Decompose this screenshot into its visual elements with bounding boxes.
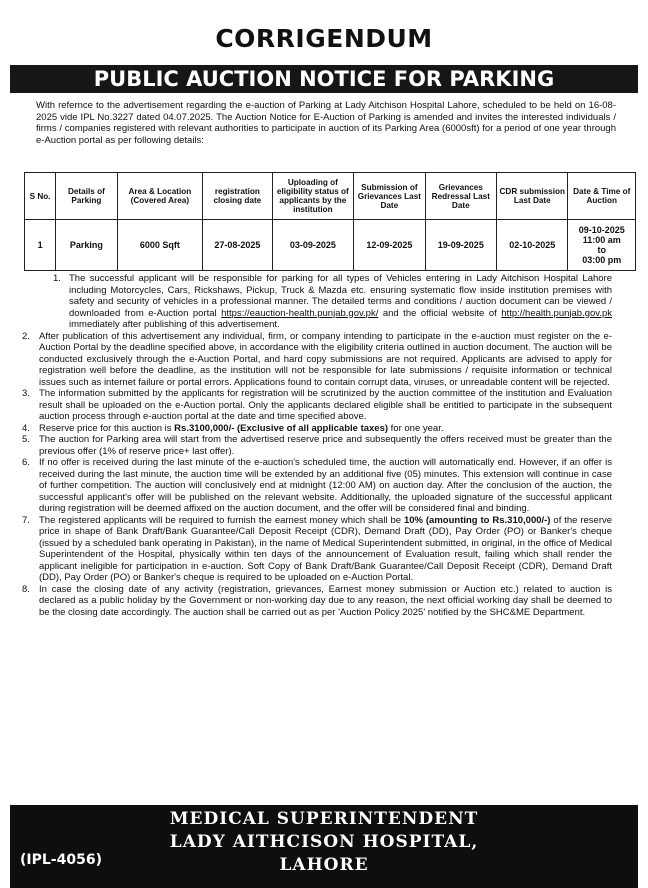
col-sno: S No. <box>25 173 56 220</box>
cell-details: Parking <box>56 220 117 271</box>
list-item <box>22 331 612 389</box>
col-upload: Uploading of eligibility status of applicants by the institution <box>272 173 354 220</box>
earnest-money: 10% (amounting to Rs.310,000/-) <box>403 514 551 526</box>
item-number: 5. <box>22 434 30 445</box>
col-area: Area & Location (Covered Area) <box>117 173 203 220</box>
item-number: 2. <box>22 330 30 342</box>
cell-griev-redress: 19-09-2025 <box>425 220 496 271</box>
signatory-title: MEDICAL SUPERINTENDENT <box>169 809 479 829</box>
hospital-name: LADY AITHCISON HOSPITAL, <box>169 832 479 852</box>
list-item <box>22 423 612 435</box>
list-item <box>22 273 612 331</box>
auction-time-to: to <box>597 245 606 255</box>
city-name: LAHORE <box>279 855 369 875</box>
cell-area: 6000 Sqft <box>117 220 203 271</box>
term-text: and the official website of <box>382 307 497 319</box>
cell-upload: 03-09-2025 <box>272 220 354 271</box>
term-text: In case the closing date of any activity (registration, grievances, Earnest money submission or Auction etc.) related to auction is declared as a public holiday by the Government or non-working day due to any reason, the next official working day shall be deemed to be the closing date accordingly. The auction shall be carried out as per 'Auction Policy 2025' notified by the SHC&ME Department. <box>39 583 612 618</box>
item-number: 7. <box>22 514 30 526</box>
term-text: immediately after publishing of this advertisement. <box>69 319 280 330</box>
item-number: 8. <box>22 583 30 595</box>
health-website-link[interactable]: http://health.punjab.gov.pk <box>501 307 613 319</box>
term-text: Reserve price for this auction is <box>39 422 172 434</box>
signature-block <box>10 808 638 877</box>
item-number: 6. <box>22 457 30 468</box>
item-number: 1. <box>53 273 61 284</box>
auction-time-end: 03:00 pm <box>582 255 622 265</box>
col-griev-submit: Submission of Grievances Last Date <box>354 173 425 220</box>
eauction-portal-link[interactable]: https://eauction-health.punjab.gov.pk/ <box>221 307 379 319</box>
table-row <box>25 220 636 271</box>
cell-griev-submit: 12-09-2025 <box>354 220 425 271</box>
page-title: CORRIGENDUM <box>215 24 433 53</box>
auction-date: 09-10-2025 <box>578 225 625 235</box>
list-item <box>22 388 612 423</box>
list-item <box>22 457 612 515</box>
cell-auction-datetime <box>568 220 636 271</box>
col-details: Details of Parking <box>56 173 117 220</box>
term-text: for one year. <box>390 422 444 434</box>
term-text: The information submitted by the applicants for registration will be scrutinized by the auction committee of the institution and Evaluation result shall be uploaded on the e-Auction portal. Only the applicants declared eligible shall be entitled to participate in the subsequent auction process through e-auction portal at the date and time specified above. <box>39 388 612 422</box>
col-griev-redress: Grievances Redressal Last Date <box>425 173 496 220</box>
table-header-row <box>25 173 636 220</box>
cell-cdr: 02-10-2025 <box>497 220 568 271</box>
item-number: 3. <box>22 388 30 399</box>
list-item <box>22 434 612 457</box>
cell-sno: 1 <box>25 220 56 271</box>
auction-time-start: 11:00 am <box>582 235 621 245</box>
intro-paragraph: With refernce to the advertisement regarding the e-auction of Parking at Lady Aitchison Hospital Lahore, scheduled to be held on 16-08-2025 vide IPL No.3227 dated 04.07.2025. The Auction Notice for E-Auction of Parking is amended and invites the interested individuals / firms / companies registered with relevant authorities to participate in auction of its Parking Area (6000sft) for a period of one year through e-Auction portal as per following details: <box>36 100 616 146</box>
term-text: If no offer is received during the last minute of the e-auction's scheduled time, the auction will automatically end. However, if an offer is received during the last minute, the auction time will be extended by an additional five (05) minutes. This extension will continue in case of further competition. The auction will conclusively end at midnight (12:00 AM) on auction day. After the conclusion of the auction, the successful applicant's offer will be published on the relevant website. Additionally, the uploaded signature of the successful applicant during registration will be deemed affixed on the auction document, and the offer will be considered final and binding. <box>39 457 612 514</box>
ipl-number: (IPL-4056) <box>20 852 102 868</box>
auction-schedule-table <box>24 172 636 271</box>
term-text: The registered applicants will be required to furnish the earnest money which shall be <box>39 514 402 526</box>
terms-list <box>22 273 612 618</box>
list-item <box>22 584 612 619</box>
col-cdr: CDR submission Last Date <box>497 173 568 220</box>
term-text: After publication of this advertisement any individual, firm, or company intending to participate in the e-auction must register on the e-Auction Portal by the deadline specified above, in accordance with the eligibility criteria outlined in auction document. The auction will be conducted exclusively through the e-Auction Portal, and hard copy submissions are not required. Applicants are advised to apply for registration well before the deadline, as the institution will not be responsible for late submissions / requisite information or technical issues such as internet failure or portal errors. Applications found to contain corrupt data, viruses, or unreadable content will be rejected. <box>39 330 612 388</box>
notice-banner: PUBLIC AUCTION NOTICE FOR PARKING <box>10 65 638 93</box>
reserve-price: Rs.3100,000/- (Exclusive of all applicable taxes) <box>174 422 389 434</box>
term-text: The auction for Parking area will start from the advertised reserve price and subsequently the offers received must be greater than the previous offer (1% of reserve price+ last offer). <box>39 434 612 457</box>
item-number: 4. <box>22 422 30 434</box>
list-item <box>22 515 612 584</box>
col-reg-close: registration closing date <box>203 173 272 220</box>
col-auction-date: Date & Time of Auction <box>568 173 636 220</box>
cell-reg-close: 27-08-2025 <box>203 220 272 271</box>
term-text: of the reserve price in shape of Bank Draft/Bank Guarantee/Call Deposit Receipt (CDR), Demand Draft (DD), Pay Order (PO) or Banker's cheque (issued by a scheduled bank operating in Pakistan), in the name of Medical Superintendent submitted, in original, in the office of Medical Superintendent of the Hospital, physically within ten days of the announcement of Evaluation result, failing which shall render the applicant ineligible for participation in e-auction. Soft Copy of Bank Draft/Bank Guarantee/Call Deposit Receipt (CDR), Demand Draft (DD), Pay Order (PO) or Banker's cheque is required to be uploaded on e-Auction Portal. <box>39 514 613 583</box>
term-text: The successful applicant will be responsible for parking for all types of Vehicles entering in Lady Aitchison Hospital Lahore including Motorcycles, Cars, Rickshaws, Pickup, Truck & Mazda etc. ensuring systematic flow inside institution premises with safety and security of vehicles in a professional manner. The detailed terms and conditions / auction document can be viewed / downloaded from e-Auction portal <box>69 273 612 319</box>
